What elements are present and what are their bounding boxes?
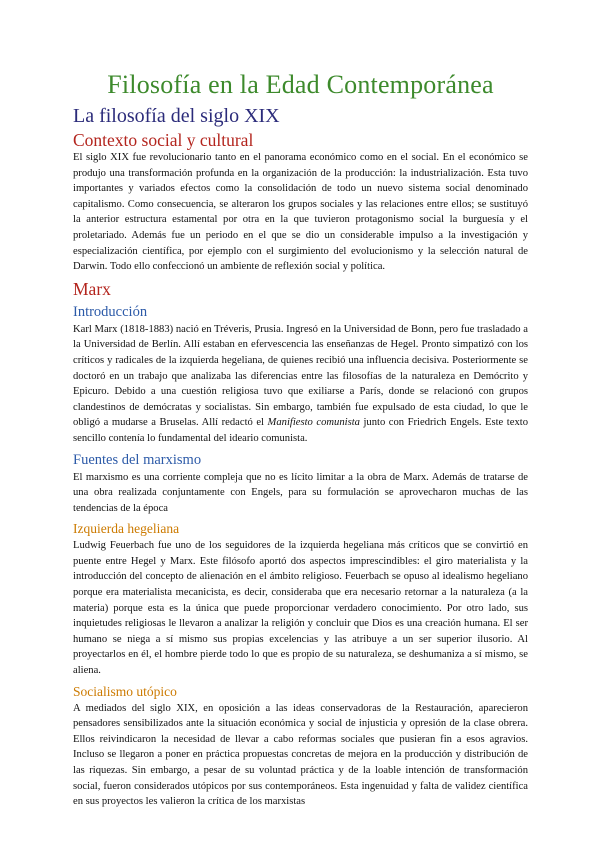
subheading-socialismo-utopico: Socialismo utópico bbox=[73, 683, 177, 699]
subheading-contexto: Contexto social y cultural bbox=[73, 130, 254, 150]
document-title: Filosofía en la Edad Contemporánea bbox=[107, 70, 494, 99]
intro-text-before: Karl Marx (1818-1883) nació en Tréveris, Prusia. Ingresó en la Universidad de Bonn, pero fue trasladado a la Universidad de Berlín. Allí estaban en efervescencia las enseñanzas de Hegel. Pronto simpatizó con los críticos y radicales de la izquierda hegeliana, de quienes recibió una influencia decisiva. Posteriormente se doctoró en un trabajo que analizaba las diferencias entre las filosofías de la naturaleza en Demócrito y Epicuro. Debido a una cuestión religiosa tuvo que exiliarse a París, donde se relacionó con grupos clandestinos de demócratas y socialistas. Sin embargo, también fue expulsado de esta ciudad, lo que le obligó a mudarse a Bruselas. Allí redactó el bbox=[73, 323, 528, 429]
document-page bbox=[73, 0, 528, 810]
paragraph-socialismo-utopico: A mediados del siglo XIX, en oposición a las ideas conservadoras de la Restauración, aparecieron pensadores sensibilizados ante la situación económica y social de injusticia y opresión de la clase obrera. Ellos reivindicaron la necesidad de llevar a cabo reformas sociales que pusieran fin a esos agravios. Incluso se llegaron a poner en práctica propuestas concretas de mejora en la producción y distribución de las riquezas. Sin embargo, a pesar de su voluntad práctica y de la loable intención de transformación social, fueron considerados utópicos por sus contemporáneos. Esta ingenuidad y falta de validez científica en sus proyectos les valieron la crítica de los marxistas bbox=[73, 702, 528, 808]
paragraph-contexto: El siglo XIX fue revolucionario tanto en el panorama económico como en el social. En el económico se produjo una transformación profunda en la organización de la producción: la industrialización. Esta tuvo importantes y variados efectos como la consolidación de todo un nuevo sistema social denominado capitalismo. Como consecuencia, se alteraron los grupos sociales y las relaciones entre ellos; se sustituyó la anterior estructura estamental por otra en la que tuvieron protagonismo social la burguesía y el proletariado. Además fue un periodo en el que se dio un considerable impulso a la investigación y especialización científica, por ejemplo con el surgimiento del evolucionismo y la selección natural de Darwin. Todo ello confeccionó un ambiente de reflexión social y política. bbox=[73, 152, 528, 273]
subheading-introduccion: Introducción bbox=[73, 303, 148, 320]
section-heading-marx: Marx bbox=[73, 278, 111, 299]
section-heading-siglo-xix: La filosofía del siglo XIX bbox=[73, 105, 280, 127]
manifiesto-title: Manifiesto comunista bbox=[267, 417, 360, 429]
paragraph-fuentes: El marxismo es una corriente compleja que no es lícito limitar a la obra de Marx. Además de tratarse de una obra realizada conjuntamente con Engels, para su formulación se aprovecharon muchas de las tendencias de la época bbox=[73, 471, 528, 514]
paragraph-izquierda-hegeliana: Ludwig Feuerbach fue uno de los seguidores de la izquierda hegeliana más críticos que se convirtió en puente entre Hegel y Marx. Este filósofo aportó dos aspectos imprescindibles: el giro materialista y la introducción del concepto de alienación en el ámbito religioso. Feuerbach se opuso al idealismo hegeliano porque era materialista mecanicista, es decir, consideraba que era necesario retornar a la naturaleza (a la materia) porque esta es la única que puede proporcionar verdadero conocimiento. Por otro lado, sus inquietudes religiosas le llevaron a analizar la religión y concluir que Dios es una creación humana. El ser humano se niega a sí mismo sus propias excelencias y las atribuye a un ser superior ilusorio. Al proyectarlos en él, el hombre pierde todo lo que es propio de su naturaleza, se deshumaniza a sí mismo, se aliena. bbox=[73, 540, 528, 677]
paragraph-introduccion bbox=[73, 322, 528, 447]
subheading-izquierda-hegeliana: Izquierda hegeliana bbox=[73, 521, 180, 537]
intro-text-after: junto con Friedrich Engels. Este texto sencillo contenía lo fundamental del ideario comunista. bbox=[73, 417, 528, 444]
subheading-fuentes: Fuentes del marxismo bbox=[73, 451, 202, 468]
